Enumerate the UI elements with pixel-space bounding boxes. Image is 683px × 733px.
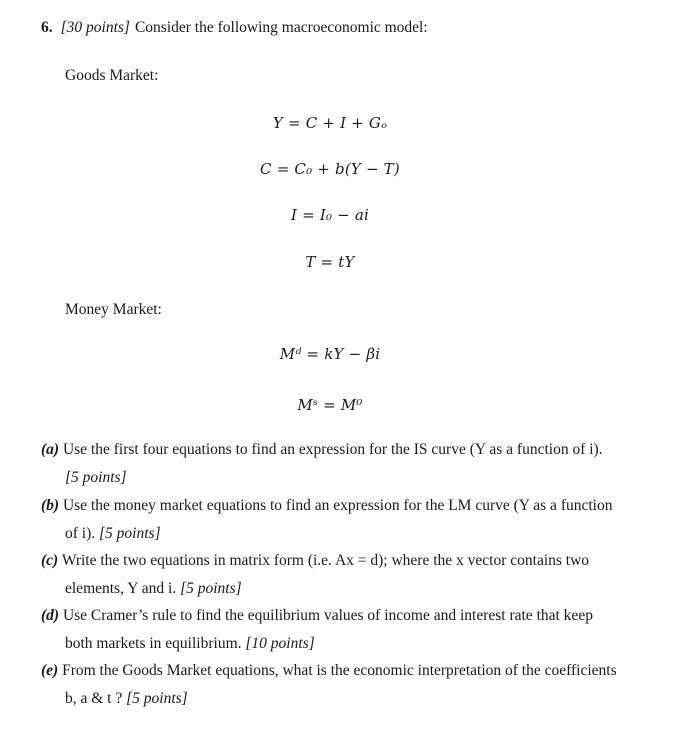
question-header [41,19,428,37]
part-d-label: (d) [41,607,60,624]
equation-consumption: C = C₀ + b(Y − T) [260,160,400,178]
part-d [41,602,651,658]
part-c-points: [5 points] [180,580,242,597]
part-d-points: [10 points] [245,635,315,652]
question-points: [30 points] [60,19,130,36]
goods-market-label: Goods Market: [65,67,159,84]
part-e-points: [5 points] [126,690,188,707]
equation-income: Y = C + I + Gₒ [272,114,388,132]
part-a [41,436,651,492]
part-b-line2 [41,520,651,548]
question-number: 6. [41,19,53,36]
part-a-points: [5 points] [65,469,127,486]
equation-investment: I = I₀ − ai [290,206,369,224]
part-e [41,657,651,713]
part-e-text: From the Goods Market equations, what is the economic interpretation of the coefficients [62,662,617,679]
part-b-text: Use the money market equations to find an expression for the LM curve (Y as a function [62,497,613,514]
part-c-line2 [41,575,651,603]
part-b [41,492,651,548]
part-b-text-cont: of i). [65,525,96,542]
part-a-text: Use the first four equations to find an expression for the IS curve (Y as a function of i). [62,441,603,458]
part-d-text: Use Cramer’s rule to find the equilibrium values of income and interest rate that keep [62,607,593,624]
part-c-text: Write the two equations in matrix form (i.e. Ax = d); where the x vector contains two [61,552,590,569]
part-a-label: (a) [41,441,60,458]
part-a-line2 [41,464,651,492]
part-e-label: (e) [41,662,59,679]
equation-money-supply: Mˢ = M⁰ [297,396,363,414]
equation-money-demand: Mᵈ = kY − βi [279,345,381,363]
equation-tax: T = tY [305,253,355,271]
part-b-points: [5 points] [99,525,161,542]
question-prompt: Consider the following macroeconomic model: [134,19,428,36]
part-d-text-cont: both markets in equilibrium. [65,635,242,652]
part-d-line2 [41,630,651,658]
part-c-label: (c) [41,552,59,569]
part-c [41,547,651,603]
part-c-text-cont: elements, Y and i. [65,580,177,597]
money-market-label: Money Market: [65,301,162,318]
part-e-text-cont: b, a & t ? [65,690,123,707]
part-e-line2 [41,685,651,713]
part-b-label: (b) [41,497,60,514]
